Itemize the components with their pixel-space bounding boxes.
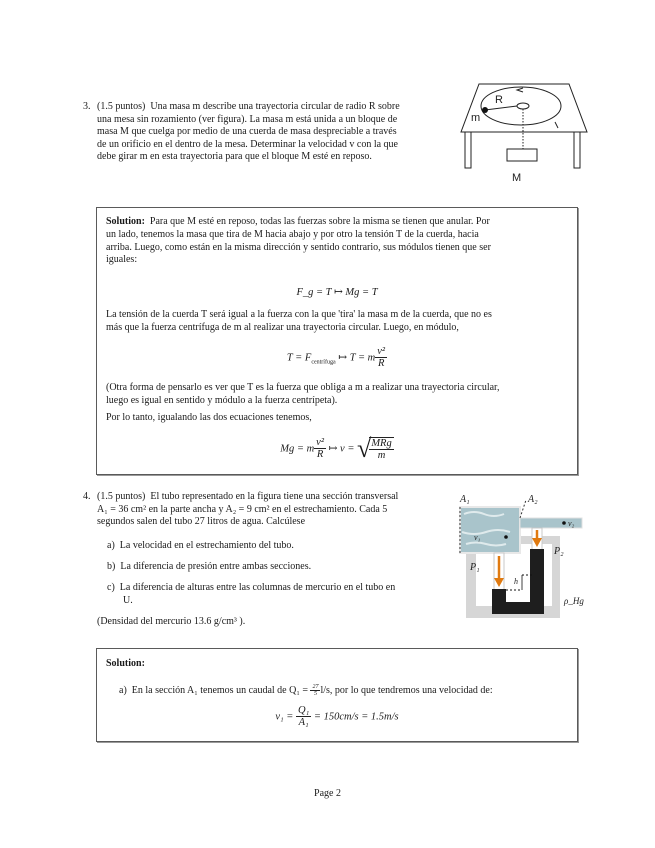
equation-2 [97,346,577,370]
solution-3-para-3-line-2: luego es igual en sentido y módulo a la fuerza centrípeta). [106,394,338,406]
item-b-text: La diferencia de presión entre ambas secciones. [120,561,312,572]
problem-4-number: 4. [83,491,91,502]
solution-4-small-fraction [310,684,320,697]
table-leg-left [465,132,471,168]
label-v1: v₁ [474,533,481,542]
hanging-block [507,149,537,161]
equation-4-rhs: = 150cm/s = 1.5m/s [311,711,399,723]
circular-trajectory [481,87,561,125]
equation-1: F_g = T ↦ Mg = T [296,287,378,298]
table-leg-right [574,132,580,168]
flow-dot-2 [562,521,566,525]
equation-3-sqrt-denominator: m [377,449,386,461]
equation-3-fraction [314,437,326,461]
table-hole [517,103,529,109]
solution-4-item-a-post: l/s, por lo que tendremos una velocidad de: [320,684,493,696]
problem-4-text [97,491,447,529]
solution-3-para-1 [106,216,568,267]
equation-2-lhs: T = F [286,352,312,364]
equation-2-numerator: v² [377,346,386,357]
table-mass-figure [457,80,592,188]
solution-3-line-1 [106,216,568,229]
equation-3-sqrt [357,436,394,462]
problem-3-line-2: una mesa sin rozamiento (ver figura). La masa m está unida a un bloque de [97,113,398,125]
solution-3-para-4: Por lo tanto, igualando las dos ecuaciones tenemos, [106,412,312,423]
item-b-label: b) [107,561,116,572]
problem-3-points: (1.5 puntos) [97,101,146,112]
venturi-pipe-figure [456,492,584,624]
flow-dot-1 [504,535,508,539]
small-fraction-num: 27 [312,684,319,690]
equation-3-sqrt-numerator: MRg [371,437,392,449]
solution-4-heading-text: Solution: [106,658,145,669]
solution-3-para-3-line-1: (Otra forma de pensarlo es ver que T es la fuerza que obliga a m a realizar una trayectoria circular, [106,382,500,393]
sqrt-radicand [369,437,393,462]
problem-4-line-2: A₁ = 36 cm² en la parte ancha y A₂ = 9 cm² en el estrechamiento. Cada 5 [97,503,388,515]
solution-3-para-2 [106,309,568,335]
equation-4-denominator: A₁ [298,717,309,728]
solution-3-para-2-line-1: La tensión de la cuerda T será igual a la fuerza con la que 'tira' la masa m de la cuerda, que no es [106,309,492,320]
equation-2-fraction [375,346,387,370]
solution-4-item-a [119,684,569,698]
label-P2: P₂ [554,546,564,557]
label-A1: A₁ [460,494,470,505]
solution-3-heading: Solution: [106,216,145,227]
equation-3-denominator: R [316,449,324,460]
label-R: R [495,94,503,106]
problem-3-line-1 [97,101,447,114]
problem-3-line-1-text: Una masa m describe una trayectoria circular de radio R sobre [150,101,400,112]
label-h: h [514,577,518,586]
small-fraction-den: 5 [313,691,317,697]
equation-2-mid: ↦ T = m [335,352,376,364]
equation-3-mid: ↦ v = [325,443,358,455]
label-A2: A₂ [528,494,538,505]
label-v2: v₂ [568,519,575,528]
problem-4-line-1-text: El tubo representado en la figura tiene una sección transversal [150,491,399,502]
equation-2-denominator: R [377,358,385,369]
solution-4-heading [106,658,145,671]
problem-4-points: (1.5 puntos) [97,491,146,502]
equation-3-sqrt-fraction [369,438,393,462]
equation-4-numerator: Q₁ [298,705,310,716]
equation-2-subscript: centrífuga [311,359,336,366]
equation-4-fraction [296,705,311,729]
solution-3-line-4: iguales: [106,254,138,266]
label-m: m [471,112,481,124]
solution-3-box [96,207,578,475]
solution-3-line-1-text: Para que M esté en reposo, todas las fuerzas sobre la misma se tienen que anular. Por [149,216,490,227]
item-a-text: La velocidad en el estrechamiento del tubo. [119,540,294,551]
problem-4-note: (Densidad del mercurio 13.6 g/cm³ ). [97,616,246,627]
solution-4-item-a-label: a) [119,684,127,696]
item-c-text: La diferencia de alturas entre las columnas de mercurio en el tubo en [119,582,396,593]
sqrt-radical-icon: √ [357,434,372,463]
equation-3 [97,436,577,462]
mass-m-dot [482,107,488,113]
problem-3-line-3: masa M que cuelga por medio de una cuerda de masa despreciable a través [97,126,397,138]
equation-3-numerator: v² [316,437,324,448]
problem-4-item-b [107,561,311,574]
problem-3-line-4: de un orificio en el dentro de la mesa. Determinar la velocidad v con la que [97,138,398,150]
problem-4-line-1 [97,491,447,504]
rotation-arrow-icon [517,88,523,92]
solution-3-para-2-line-2: más que la fuerza centrífuga de m al realizar una trayectoria circular. Luego, en módulo, [106,321,459,333]
problem-4-item-c-cont: U. [123,595,133,606]
label-P1: P₁ [470,562,480,573]
solution-4-item-a-pre: En la sección A₁ tenemos un caudal de Q₁ = [131,684,311,696]
solution-3-line-2: un lado, tenemos la masa que tira de M hacia abajo y por otro la tensión T de la cuerda, hacia [106,228,479,240]
problem-3-line-5: debe girar m en esta trayectoria para que el bloque M esté en reposo. [97,151,372,163]
label-M: M [512,172,522,184]
solution-4-box [96,648,578,742]
page-number: Page 2 [314,788,341,799]
solution-3-line-3: arriba. Luego, como están en la misma dirección y sentido contrario, sus módulos tienen que ser [106,241,491,253]
equation-3-lhs: Mg = m [280,443,315,455]
label-rho-hg: ρ_Hg [564,596,584,606]
problem-3-text [97,101,447,164]
equation-4 [97,705,577,729]
radius-line [485,106,517,110]
problem-4-item-c [107,582,395,595]
problem-4-line-3: segundos salen del tubo 27 litros de agua. Calcúlese [97,516,306,528]
problem-4-item-a [107,540,294,553]
rotation-tick [555,122,558,128]
item-a-label: a) [107,540,115,551]
equation-4-lhs: v₁ = [275,711,297,723]
item-c-label: c) [107,582,115,593]
problem-3-number: 3. [83,101,91,112]
solution-3-para-3 [106,382,568,408]
